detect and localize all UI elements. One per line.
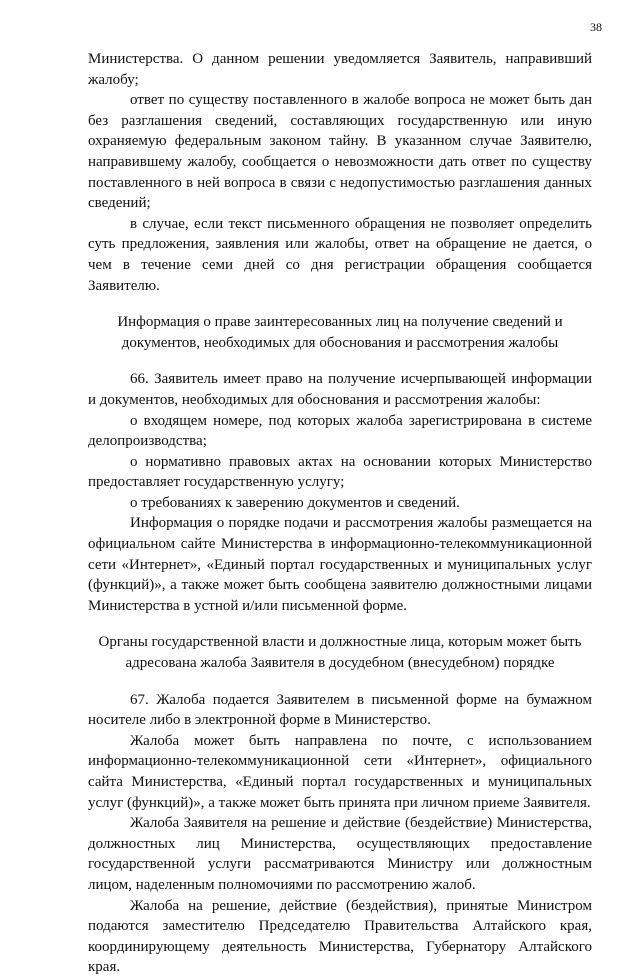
list-item: о входящем номере, под которых жалоба зарегистрирована в системе делопроизводства;	[88, 412, 592, 450]
paragraph: в случае, если текст письменного обращения не позволяет определить суть предложения, заявления или жалобы, ответ на обращение не дается, о чем в течение семи дней со дня регистрации обращения сообщается Заявителю.	[88, 215, 592, 294]
paragraph: 67. Жалоба подается Заявителем в письменной форме на бумажном носителе либо в электронной форме в Министерство.	[88, 691, 592, 729]
paragraph: Жалоба на решение, действие (бездействия), принятые Министром подаются заместителю Председателю Правительства Алтайского края, координирующему деятельность Министерства, Губернатору Алтайского края.	[88, 897, 592, 976]
paragraph: 66. Заявитель имеет право на получение исчерпывающей информации и документов, необходимых для обоснования и рассмотрения жалобы:	[88, 371, 592, 408]
section-heading: Органы государственной власти и должностные лица, которым может быть адресована жалоба Заявителя в досудебном (внесудебном) порядке	[98, 634, 582, 672]
paragraph: ответ по существу поставленного в жалобе вопроса не может быть дан без разглашения сведений, составляющих государственную или иную охраняемую федеральным законом тайну. В указанном случае Заявителю, направившему жалобу, сообщается о невозможности дать ответ по существу поставленного в ней вопроса в связи с недопустимостью разглашения данных сведений;	[88, 92, 592, 212]
list-item: о требованиях к заверению документов и сведений.	[130, 494, 460, 511]
document-body	[88, 49, 592, 978]
section-heading: Информация о праве заинтересованных лиц на получение сведений и документов, необходимых для обоснования и рассмотрения жалобы	[117, 314, 563, 351]
paragraph: Министерства. О данном решении уведомляется Заявитель, направивший жалобу;	[88, 51, 592, 88]
page-number: 38	[590, 20, 602, 34]
paragraph: Жалоба может быть направлена по почте, с использованием информационно-телекоммуникационной сети «Интернет», официального сайта Министерства, «Единый портал государственных и муниципальных услуг (функций)», а также может быть принята при личном приеме Заявителя.	[88, 732, 592, 811]
list-item: о нормативно правовых актах на основании которых Министерство предоставляет государственную услугу;	[88, 453, 592, 491]
paragraph: Жалоба Заявителя на решение и действие (бездействие) Министерства, должностных лиц Министерства, осуществляющих предоставление государственной услуги рассматриваются Министру или должностным лицом, наделенным полномочиями по рассмотрению жалоб.	[88, 815, 592, 893]
paragraph: Информация о порядке подачи и рассмотрения жалобы размещается на официальном сайте Министерства в информационно-телекоммуникационной сети «Интернет», «Единый портал государственных и муниципальных услуг (функций)», а также может быть сообщена заявителю должностными лицами Министерства в устной и/или письменной форме.	[88, 515, 592, 614]
